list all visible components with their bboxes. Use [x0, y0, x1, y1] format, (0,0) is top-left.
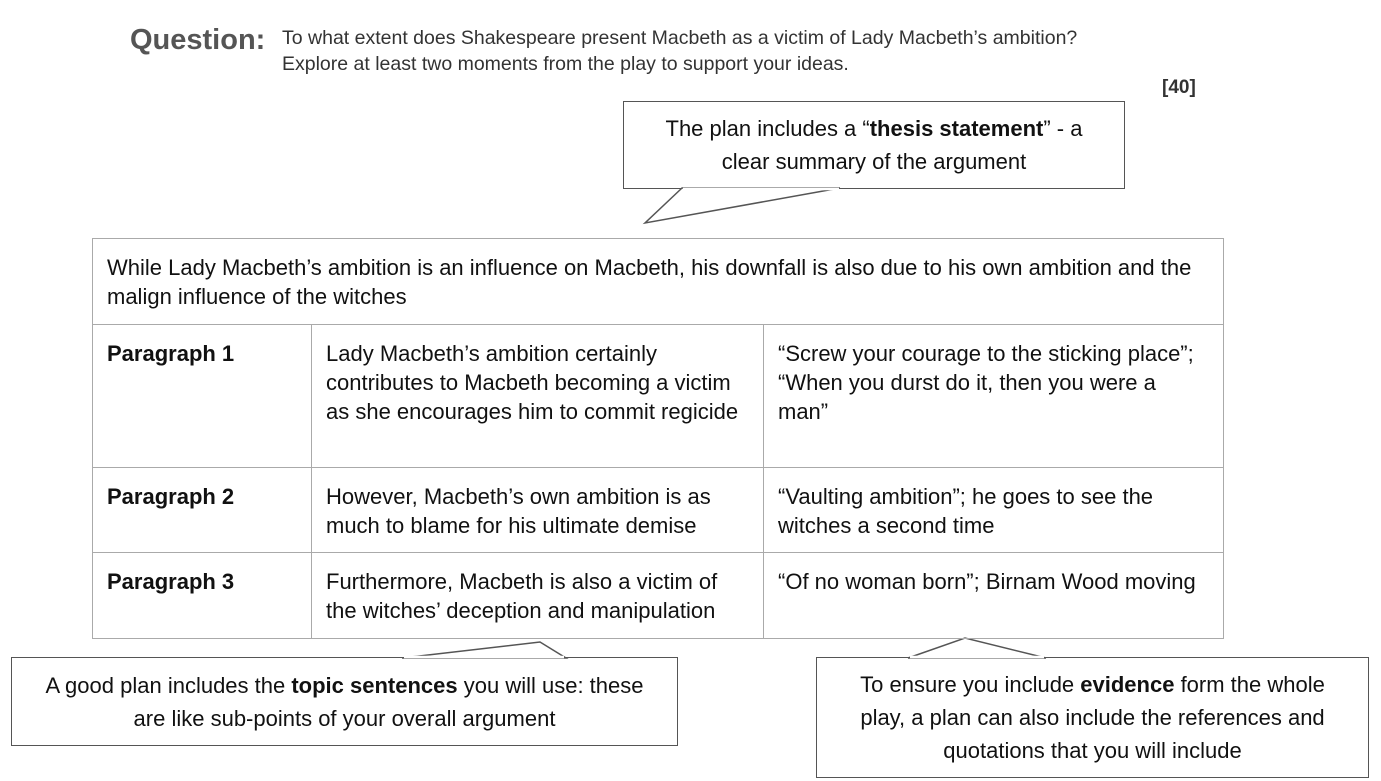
evidence-quote: “Vaulting ambition”; he goes to see the witches a second time: [764, 468, 1224, 553]
thesis-callout-text-pre: The plan includes a “: [665, 116, 870, 141]
table-row: [93, 468, 1224, 553]
evidence-quote: “Screw your courage to the sticking place”; “When you durst do it, then you were a man”: [764, 325, 1224, 468]
question-line-1: To what extent does Shakespeare present Macbeth as a victim of Lady Macbeth’s ambition?: [282, 27, 1078, 49]
question-label: Question:: [130, 24, 266, 56]
topic-callout-text-post: you will use: these are like sub-points of your overall argument: [133, 672, 644, 731]
thesis-row: [93, 239, 1224, 325]
essay-plan-table: [92, 238, 1224, 639]
topic-sentence: However, Macbeth’s own ambition is as much to blame for his ultimate demise: [312, 468, 764, 553]
topic-sentence: Lady Macbeth’s ambition certainly contributes to Macbeth becoming a victim as she encourages him to commit regicide: [312, 325, 764, 468]
paragraph-label: Paragraph 1: [93, 325, 312, 468]
evidence-quote: “Of no woman born”; Birnam Wood moving: [764, 553, 1224, 639]
topic-callout-text-pre: A good plan includes the: [45, 672, 292, 698]
thesis-callout-text-bold: thesis statement: [869, 116, 1044, 141]
thesis-callout-pointer: [645, 188, 840, 223]
topic-callout-text-bold: topic sentences: [291, 672, 458, 698]
evidence-callout-text-bold: evidence: [1080, 672, 1175, 697]
question-marks: [40]: [1162, 77, 1196, 98]
thesis-callout-text-post: ” - a clear summary of the argument: [721, 116, 1083, 174]
evidence-callout-pointer: [908, 638, 1046, 658]
evidence-callout: [816, 657, 1369, 778]
thesis-callout: [623, 101, 1125, 189]
evidence-callout-text: [835, 668, 1350, 767]
evidence-callout-text-post: form the whole play, a plan can also include the references and quotations that you will include: [860, 672, 1325, 763]
topic-sentences-callout: [11, 657, 678, 746]
table-row: [93, 553, 1224, 639]
question-line-2: Explore at least two moments from the play to support your ideas.: [282, 53, 849, 75]
paragraph-label: Paragraph 3: [93, 553, 312, 639]
question-text: [282, 25, 1077, 77]
topic-callout-text: [45, 669, 645, 735]
table-row: [93, 325, 1224, 468]
thesis-statement: While Lady Macbeth’s ambition is an influence on Macbeth, his downfall is also due to his own ambition and the malign influence of the witches: [93, 239, 1224, 325]
thesis-callout-text: [654, 112, 1094, 178]
topic-sentence: Furthermore, Macbeth is also a victim of the witches’ deception and manipulation: [312, 553, 764, 639]
paragraph-label: Paragraph 2: [93, 468, 312, 553]
evidence-callout-text-pre: To ensure you include: [860, 672, 1081, 697]
topic-callout-pointer: [402, 642, 566, 658]
